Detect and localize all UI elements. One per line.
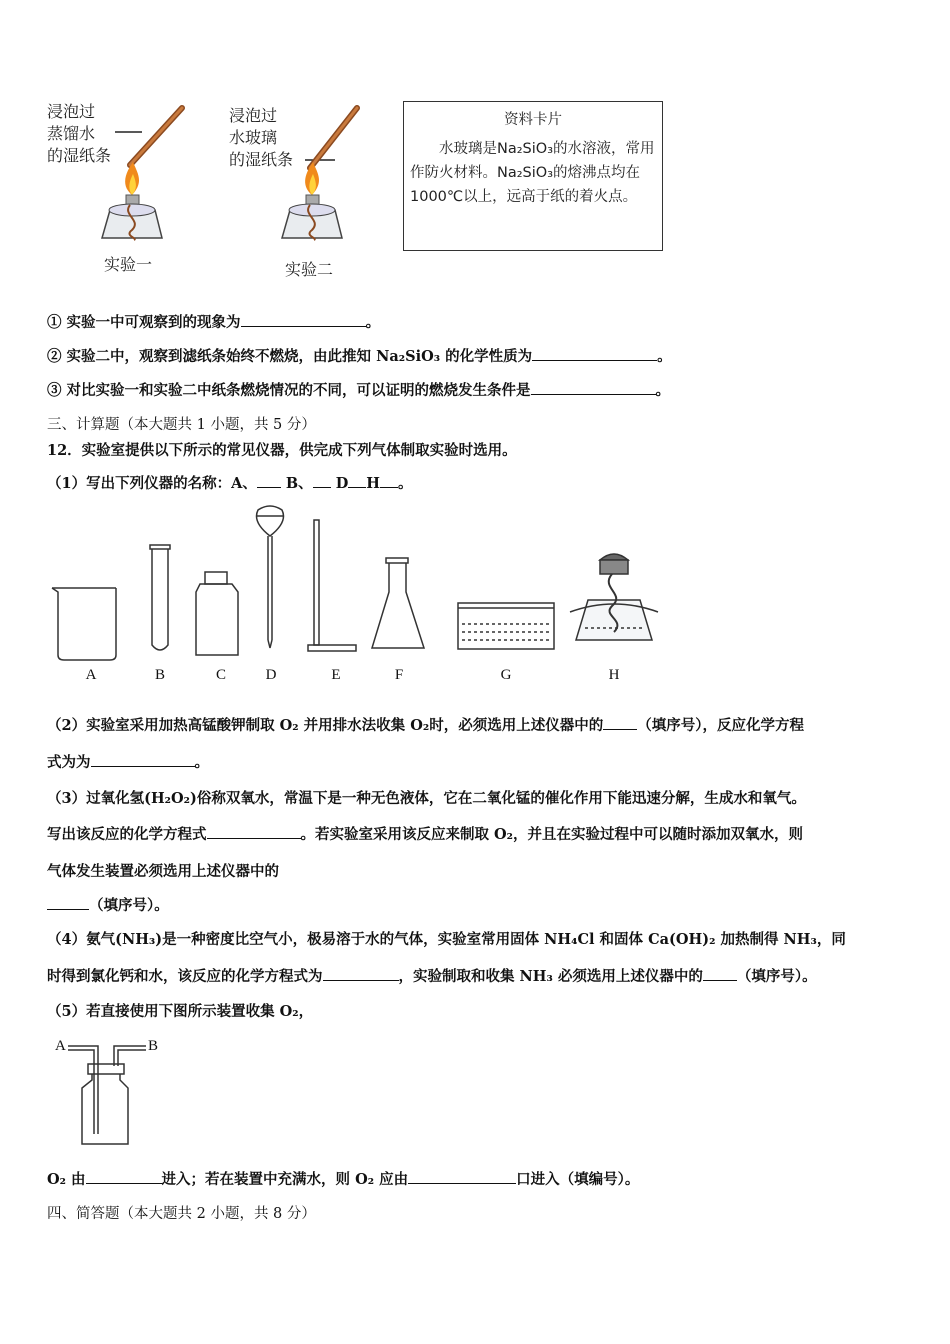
instrument-letter-c: C bbox=[215, 667, 226, 683]
answer-blank[interactable] bbox=[257, 473, 281, 488]
q12-part5: （5）若直接使用下图所示装置收集 O₂， bbox=[47, 1003, 314, 1020]
answer-blank[interactable] bbox=[703, 966, 737, 981]
instrument-letter-b: B bbox=[154, 667, 165, 683]
q12-part3-line3: 气体发生装置必须选用上述仪器中的 bbox=[47, 863, 279, 880]
gas-bottle-illustration bbox=[62, 1038, 152, 1150]
instrument-letter-a: A bbox=[85, 667, 97, 683]
exp1-lamp-illustration bbox=[90, 100, 210, 250]
reagent-bottle-c bbox=[196, 572, 238, 655]
q-prev-item1: ① 实验一中可观察到的现象为 。 bbox=[47, 314, 381, 331]
section-3-heading: 三、计算题（本大题共 1 小题，共 5 分） bbox=[47, 417, 316, 433]
answer-blank[interactable] bbox=[408, 1169, 516, 1184]
q12-stem: 12．实验室提供以下所示的常见仪器，供完成下列气体制取实验时选用。 bbox=[47, 442, 517, 459]
q12-part3-line4: （填序号）。 bbox=[47, 894, 169, 915]
answer-blank[interactable] bbox=[47, 895, 89, 910]
answer-blank[interactable] bbox=[348, 473, 366, 488]
info-card bbox=[403, 101, 663, 251]
q12-part2-line1: （2）实验室采用加热高锰酸钾制取 O₂ 并用排水法收集 O₂时，必须选用上述仪器中的 （填序号），反应化学方程 bbox=[47, 717, 804, 734]
answer-blank[interactable] bbox=[603, 715, 637, 730]
instrument-letter-f: F bbox=[394, 667, 404, 683]
bottle-label-a: A bbox=[55, 1038, 66, 1054]
q12-part5-answer: O₂ 由 进入；若在装置中充满水，则 O₂ 应由 口进入（填编号）。 bbox=[47, 1171, 640, 1188]
exp2-caption: 实验二 bbox=[285, 260, 334, 279]
answer-blank[interactable] bbox=[380, 473, 398, 488]
instrument-letter-h: H bbox=[608, 667, 620, 683]
answer-blank[interactable] bbox=[532, 346, 657, 361]
answer-blank[interactable] bbox=[91, 752, 195, 767]
iron-stand-e bbox=[308, 520, 356, 651]
funnel-d bbox=[256, 506, 284, 648]
answer-blank[interactable] bbox=[241, 312, 366, 327]
conical-flask-f bbox=[372, 558, 424, 648]
q-prev-item2: ② 实验二中，观察到滤纸条始终不燃烧，由此推知 Na₂SiO₃ 的化学性质为 。 bbox=[47, 348, 672, 365]
answer-blank[interactable] bbox=[531, 380, 656, 395]
q-prev-item3: ③ 对比实验一和实验二中纸条燃烧情况的不同，可以证明的燃烧发生条件是 。 bbox=[47, 382, 671, 399]
q12-part4-line1: （4）氨气(NH₃)是一种密度比空气小，极易溶于水的气体，实验室常用固体 NH₄Cl 和固体 Ca(OH)₂ 加热制得 NH₃，同 bbox=[47, 931, 846, 948]
answer-blank[interactable] bbox=[323, 966, 399, 981]
answer-blank[interactable] bbox=[313, 473, 331, 488]
instrument-letter-e: E bbox=[331, 667, 341, 683]
exp2-label: 浸泡过 水玻璃 的湿纸条 bbox=[229, 106, 294, 169]
water-trough-g bbox=[458, 603, 554, 649]
q12-part4-line2: 时得到氯化钙和水，该反应的化学方程式为 ，实验制取和收集 NH₃ 必须选用上述仪器中的 （填序号）。 bbox=[47, 968, 817, 985]
q12-part2-line2: 式为为 。 bbox=[47, 754, 209, 771]
instrument-letter-d: D bbox=[265, 667, 277, 683]
exp1-caption: 实验一 bbox=[104, 255, 153, 274]
q12-part3-line1: （3）过氧化氢(H₂O₂)俗称双氧水，常温下是一种无色液体，它在二氧化锰的催化作用下能迅速分解，生成水和氧气。 bbox=[47, 790, 806, 807]
exp1-label: 浸泡过 蒸馏水 的湿纸条 bbox=[47, 102, 112, 165]
beaker-a bbox=[52, 588, 116, 660]
test-tube-b bbox=[150, 545, 170, 650]
exp2-lamp-illustration bbox=[265, 100, 385, 250]
q12-part1: （1）写出下列仪器的名称：A、 B、 D H 。 bbox=[47, 475, 413, 492]
info-card-title: 资料卡片 bbox=[504, 112, 562, 128]
q12-part3-line2: 写出该反应的化学方程式 。若实验室采用该反应来制取 O₂，并且在实验过程中可以随时添加双氧水，则 bbox=[47, 826, 804, 843]
section-4-heading: 四、简答题（本大题共 2 小题，共 8 分） bbox=[47, 1206, 316, 1222]
answer-blank[interactable] bbox=[207, 824, 301, 839]
answer-blank[interactable] bbox=[86, 1169, 162, 1184]
info-card-body: 水玻璃是Na₂SiO₃的水溶液，常用作防火材料。Na₂SiO₃的熔沸点均在1000℃以上，远高于纸的着火点。 bbox=[410, 141, 655, 205]
bottle-label-b: B bbox=[148, 1038, 159, 1054]
instrument-letter-g: G bbox=[500, 667, 512, 683]
alcohol-lamp-h bbox=[570, 554, 658, 640]
instruments-illustration bbox=[40, 500, 660, 665]
